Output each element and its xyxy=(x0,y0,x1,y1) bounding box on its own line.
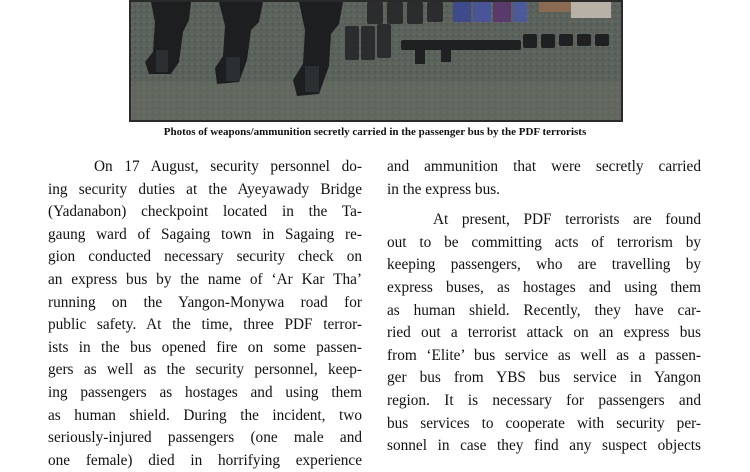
text-line: an express bus by the name of ‘Ar Kar Tha’ xyxy=(48,270,362,288)
text-line: out to be committing acts of terrorism by xyxy=(387,233,701,251)
text-line: seriously-injured passengers (one male and xyxy=(48,429,362,447)
text-line: gaung ward of Sagaing town in Sagaing re- xyxy=(48,225,362,243)
text-line: as human shield. During the incident, two xyxy=(48,406,362,424)
text-line: ing security duties at the Ayeyawady Bridge xyxy=(48,180,362,198)
text-line: in the express bus. xyxy=(387,180,501,198)
text-line: one female) died in horrifying experience xyxy=(48,451,362,469)
text-line: ists in the bus opened fire on some passen- xyxy=(48,338,362,356)
text-line: as human shield. Recently, they have car- xyxy=(387,301,701,319)
weapons-photo-image xyxy=(131,2,621,120)
text-line: express buses, as hostages and using them xyxy=(387,278,701,296)
text-line: region. It is necessary for passengers and xyxy=(387,391,701,409)
weapons-photo xyxy=(129,0,623,122)
text-line: and ammunition that were secretly carried xyxy=(387,158,701,175)
text-line: (Yadanabon) checkpoint located in the Ta- xyxy=(48,203,362,221)
text-line: sonnel in case they find any suspect objects xyxy=(387,437,701,455)
text-line: bus services to cooperate with security per- xyxy=(387,414,701,432)
photo-caption: Photos of weapons/ammunition secretly carried in the passenger bus by the PDF terrorists xyxy=(163,126,587,138)
text-line: ger bus from YBS bus service in Yangon xyxy=(387,369,701,387)
text-line: keeping passengers, who are travelling by xyxy=(387,256,701,274)
text-line: ing passengers as hostages and using them xyxy=(48,383,362,401)
text-line: ried out a terrorist attack on an express bus xyxy=(387,324,701,342)
text-line: gion conducted necessary security check on xyxy=(48,248,362,266)
text-line: On 17 August, security personnel do- xyxy=(94,158,362,175)
text-line: At present, PDF terrorists are found xyxy=(433,211,701,229)
article-left-column xyxy=(48,156,362,472)
text-line: public safety. At the time, three PDF terror- xyxy=(48,316,362,334)
text-line: from ‘Elite’ bus service as well as a passen- xyxy=(387,346,701,364)
text-line: gers as well as the security personnel, keep- xyxy=(48,361,362,379)
text-line: running on the Yangon-Monywa road for xyxy=(48,293,362,311)
article-right-column xyxy=(387,156,701,458)
